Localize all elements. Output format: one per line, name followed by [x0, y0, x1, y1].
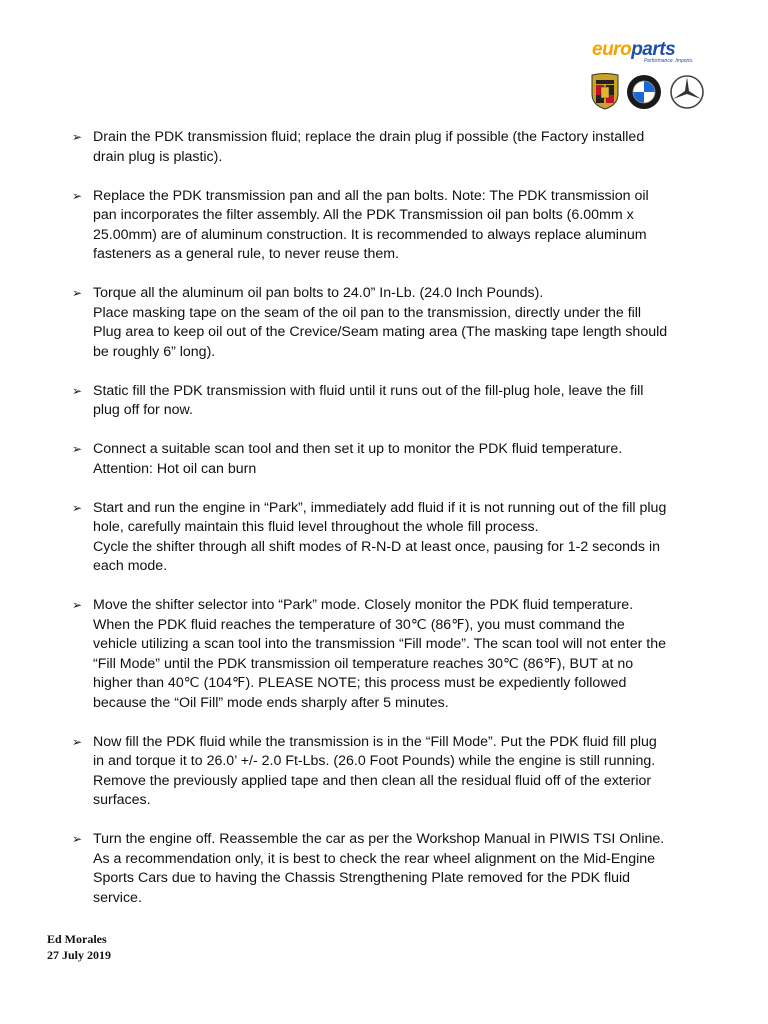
document-date: 27 July 2019 [47, 948, 112, 962]
procedure-step [72, 596, 722, 713]
brand-wordmark [592, 40, 675, 60]
step-text-line: Sports Cars due to having the Chassis Strengthening Plate removed for the PDK fluid [93, 870, 631, 886]
step-text-line: Place masking tape on the seam of the oil pan to the transmission, directly under the fill [93, 304, 642, 321]
step-text-line: vehicle utilizing a scan tool into the transmission “Fill mode”. The scan tool will not enter the [93, 636, 667, 652]
step-text-line: Static fill the PDK transmission with fluid until it runs out of the fill-plug hole, leave the fill [93, 382, 644, 399]
step-text-line: Torque all the aluminum oil pan bolts to 24.0” In-Lb. (24.0 Inch Pounds). [93, 285, 544, 301]
arrow-bullet-icon: ➢ [72, 442, 83, 456]
step-text-line: Remove the previously applied tape and then clean all the residual fluid off of the exterior [93, 772, 652, 789]
arrow-bullet-icon: ➢ [72, 500, 83, 515]
step-text-line: service. [93, 889, 142, 906]
arrow-bullet-icon: ➢ [72, 383, 83, 398]
arrow-bullet-icon: ➢ [72, 832, 83, 846]
car-brand-emblems [588, 72, 710, 112]
arrow-bullet-icon: ➢ [72, 734, 83, 749]
step-text-line: plug off for now. [93, 402, 193, 418]
brand-tagline: Performance. Imports. [644, 58, 694, 64]
step-text-line: be roughly 6” long). [93, 343, 216, 360]
brand-name-parts: parts [631, 39, 676, 60]
step-text-line: Start and run the engine in “Park”, immediately add fluid if it is not running out of the fill plug [93, 499, 667, 516]
step-text-line: fasteners as a general rule, to never reuse them. [93, 246, 399, 262]
step-text-line: Now fill the PDK fluid while the transmission is in the “Fill Mode”. Put the PDK fluid fill plug [93, 733, 657, 750]
step-text-line: “Fill Mode” until the PDK transmission oil temperature reaches 30℃ (86℉), BUT at no [93, 655, 634, 672]
procedure-step [72, 830, 722, 908]
step-text-line: hole, carefully maintain this fluid level throughout the whole fill process. [93, 519, 539, 535]
procedure-steps [72, 128, 722, 928]
arrow-bullet-icon: ➢ [72, 286, 83, 300]
procedure-step [72, 382, 722, 421]
brand-name-euro: euro [592, 39, 632, 60]
step-text-line: As a recommendation only, it is best to check the rear wheel alignment on the Mid-Engine [93, 850, 656, 867]
porsche-crest-icon [590, 72, 620, 110]
step-text-line: Cycle the shifter through all shift modes of R-N-D at least once, pausing for 1-2 seconds in [93, 538, 660, 555]
step-text-line: drain plug is plastic). [93, 148, 223, 165]
step-text-line: Move the shifter selector into “Park” mode. Closely monitor the PDK fluid temperature. [93, 597, 634, 613]
arrow-bullet-icon: ➢ [72, 188, 83, 203]
procedure-step [72, 128, 722, 167]
author-name: Ed Morales [47, 932, 107, 946]
procedure-step [72, 733, 722, 811]
step-text-line: surfaces. [93, 792, 151, 808]
bmw-roundel-icon [626, 74, 662, 110]
step-text-line: in and torque it to 26.0’ +/- 2.0 Ft-Lbs. (26.0 Foot Pounds) while the engine is still running. [93, 753, 656, 769]
step-text-line: Plug area to keep oil out of the Crevice/Seam mating area (The masking tape length should [93, 324, 668, 340]
signature-block [47, 931, 111, 963]
step-text-line: each mode. [93, 558, 168, 574]
europarts-logo [588, 40, 710, 116]
step-text-line: When the PDK fluid reaches the temperature of 30℃ (86℉), you must command the [93, 616, 625, 633]
procedure-step [72, 499, 722, 577]
step-text-line: Connect a suitable scan tool and then set it up to monitor the PDK fluid temperature. [93, 441, 623, 457]
procedure-step [72, 284, 722, 362]
step-text-line: Attention: Hot oil can burn [93, 460, 257, 477]
procedure-step [72, 187, 722, 265]
step-text-line: Replace the PDK transmission pan and all the pan bolts. Note: The PDK transmission oil [93, 187, 649, 204]
step-text-line: Turn the engine off. Reassemble the car as per the Workshop Manual in PIWIS TSI Online. [93, 831, 665, 847]
step-text-line: because the “Oil Fill” mode ends sharply after 5 minutes. [93, 694, 449, 711]
arrow-bullet-icon: ➢ [72, 598, 83, 612]
step-text-line: Drain the PDK transmission fluid; replace the drain plug if possible (the Factory installed [93, 129, 645, 145]
step-text-line: pan incorporates the filter assembly. All the PDK Transmission oil pan bolts (6.00mm x [93, 207, 634, 223]
mercedes-star-icon [668, 74, 706, 110]
procedure-step [72, 440, 722, 479]
step-text-line: higher than 40℃ (104℉). PLEASE NOTE; this process must be expediently followed [93, 675, 627, 691]
arrow-bullet-icon: ➢ [72, 130, 83, 144]
step-text-line: 25.00mm) are of aluminum construction. It is recommended to always replace aluminum [93, 226, 647, 243]
